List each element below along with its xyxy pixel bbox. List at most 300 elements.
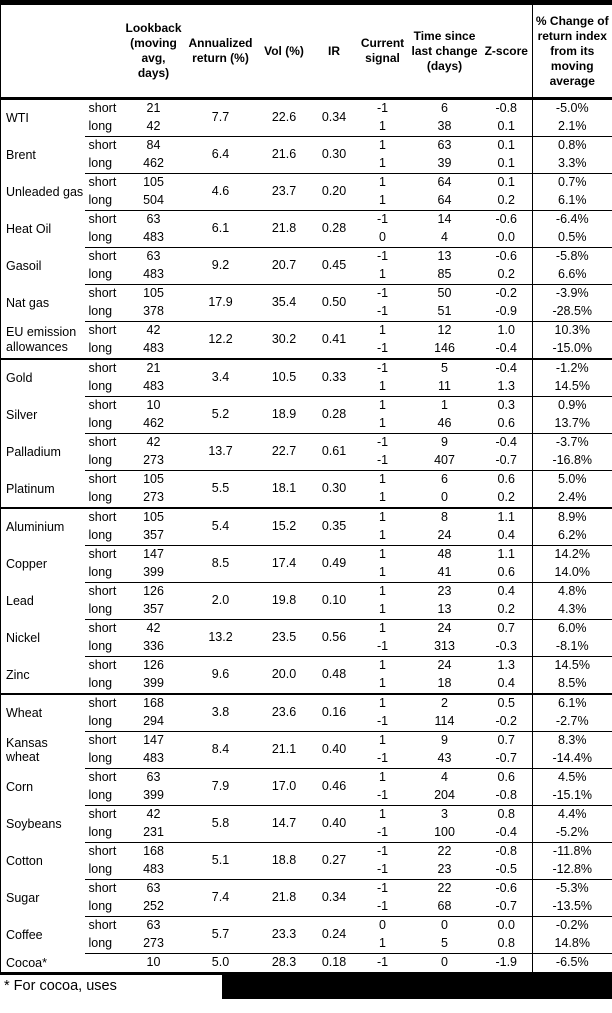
vol-value: 17.0 (257, 769, 312, 806)
ir-value: 0.50 (312, 285, 357, 322)
time-since-change-value: 1 (409, 397, 481, 416)
lookback-value: 147 (123, 732, 185, 751)
lookback-value: 105 (123, 508, 185, 527)
header-annualized-return: Annualized return (%) (185, 3, 257, 99)
z-score-value: 1.0 (481, 322, 533, 341)
lookback-value: 504 (143, 193, 164, 208)
vol-value: 18.8 (257, 843, 312, 880)
z-score-value: 0.2 (497, 602, 515, 617)
current-signal-value: 1 (379, 379, 386, 394)
horizon-label: long (88, 788, 113, 803)
time-since-change-value: 43 (437, 751, 452, 766)
vol-value: 17.4 (257, 546, 312, 583)
z-score-value: 0.8 (481, 806, 533, 825)
current-signal-value: 1 (379, 565, 386, 580)
annualized-return-value: 8.4 (185, 732, 257, 769)
vol-value: 20.7 (257, 248, 312, 285)
ir-value: 0.27 (312, 843, 357, 880)
time-since-change-value: 24 (437, 528, 452, 543)
z-score-value: -0.6 (481, 880, 533, 899)
pct-change-value: 14.0% (533, 564, 612, 583)
time-since-change-value: 85 (437, 267, 452, 282)
current-signal-value: 0 (379, 230, 386, 245)
current-signal-value: -1 (376, 751, 389, 766)
current-signal-value: 1 (379, 676, 386, 691)
pct-change-value: -5.2% (533, 824, 612, 843)
table-row (1, 694, 612, 713)
horizon-label: long (88, 379, 113, 394)
time-since-change-value: 68 (437, 899, 452, 914)
lookback-value: 147 (123, 546, 185, 565)
pct-change-value: -5.3% (533, 880, 612, 899)
current-signal-value: -1 (376, 825, 389, 840)
lookback-value: 105 (123, 285, 185, 304)
footnote-redaction (222, 975, 612, 999)
table-row (1, 732, 612, 751)
lookback-value: 168 (123, 694, 185, 713)
pct-change-value: -14.4% (533, 750, 612, 769)
annualized-return-value: 5.7 (185, 917, 257, 954)
z-score-value: 0.4 (497, 528, 515, 543)
z-score-value: -0.2 (495, 714, 518, 729)
commodity-name: Aluminium (1, 508, 85, 546)
pct-change-value: 8.5% (533, 675, 612, 694)
table-row (1, 434, 612, 453)
pct-change-value: 5.0% (533, 471, 612, 490)
commodity-name: Copper (6, 556, 47, 571)
commodity-name: Corn (6, 779, 34, 794)
pct-change-value: -1.2% (533, 359, 612, 378)
horizon-label: long (88, 230, 113, 245)
ir-value: 0.28 (312, 211, 357, 248)
current-signal-value: 1 (357, 508, 409, 527)
commodity-name: Palladium (6, 444, 61, 459)
current-signal-value: -1 (376, 788, 389, 803)
pct-change-value: -2.7% (533, 713, 612, 732)
current-signal-value: -1 (357, 954, 409, 974)
z-score-value: -0.8 (495, 788, 518, 803)
lookback-value: 357 (143, 602, 164, 617)
horizon-label: short (85, 769, 123, 788)
z-score-value: 0.7 (481, 620, 533, 639)
table-row (1, 917, 612, 936)
current-signal-value: -1 (376, 304, 389, 319)
horizon-label: long (88, 899, 113, 914)
horizon-label: long (88, 936, 113, 951)
horizon-label: long (88, 416, 113, 431)
time-since-change-value: 6 (441, 101, 448, 116)
annualized-return-value: 5.8 (185, 806, 257, 843)
current-signal-value: 1 (357, 137, 409, 156)
time-since-change-value: 13 (409, 248, 481, 267)
table-row (1, 657, 612, 676)
header-pct-change: % Change of return index from its moving average (533, 3, 612, 99)
commodity-name: Lead (6, 593, 34, 608)
horizon-label: long (88, 156, 113, 171)
time-since-change-value: 51 (437, 304, 452, 319)
annualized-return-value: 13.2 (185, 620, 257, 657)
commodity-name: Kansas wheat (6, 735, 48, 764)
horizon-label: short (85, 434, 123, 453)
horizon-label: short (85, 359, 123, 378)
annualized-return-value: 4.6 (185, 174, 257, 211)
time-since-change-value: 64 (437, 193, 452, 208)
horizon-label: long (88, 267, 113, 282)
current-signal-value: 1 (357, 546, 409, 565)
time-since-change-value: 24 (409, 657, 481, 676)
annualized-return-value: 3.8 (185, 694, 257, 732)
vol-value: 30.2 (257, 322, 312, 360)
lookback-value: 10 (123, 954, 185, 974)
commodity-name: Soybeans (6, 816, 62, 831)
lookback-value: 378 (143, 304, 164, 319)
horizon-label: short (85, 322, 123, 341)
vol-value: 14.7 (257, 806, 312, 843)
header-vol: Vol (%) (257, 3, 312, 99)
horizon-label: short (85, 583, 123, 602)
z-score-value: 0.4 (497, 676, 515, 691)
horizon-label: long (88, 490, 113, 505)
time-since-change-value: 23 (437, 862, 452, 877)
current-signal-value: 1 (357, 397, 409, 416)
current-signal-value: 1 (379, 119, 386, 134)
time-since-change-value: 0 (409, 954, 481, 974)
time-since-change-value: 13 (437, 602, 452, 617)
table-row (1, 843, 612, 862)
lookback-value: 462 (143, 156, 164, 171)
commodity-name: WTI (6, 111, 29, 126)
z-score-value: 0.2 (497, 490, 515, 505)
time-since-change-value: 2 (409, 694, 481, 713)
z-score-value: -0.7 (495, 453, 518, 468)
time-since-change-value: 14 (409, 211, 481, 230)
z-score-value: -0.7 (495, 899, 518, 914)
pct-change-value: 6.1% (533, 694, 612, 713)
z-score-value: 0.4 (481, 583, 533, 602)
z-score-value: -0.3 (495, 639, 518, 654)
ir-value: 0.34 (312, 880, 357, 917)
vol-value: 23.6 (257, 694, 312, 732)
current-signal-value: 1 (379, 602, 386, 617)
horizon-label: short (85, 211, 123, 230)
horizon-label: short (85, 546, 123, 565)
ir-value: 0.45 (312, 248, 357, 285)
current-signal-value: -1 (357, 434, 409, 453)
time-since-change-value: 38 (437, 119, 452, 134)
z-score-value: 0.0 (481, 917, 533, 936)
current-signal-value: 1 (379, 267, 386, 282)
vol-value: 22.6 (271, 110, 297, 125)
z-score-value: 0.1 (497, 156, 515, 171)
ir-value: 0.40 (312, 732, 357, 769)
time-since-change-value: 8 (409, 508, 481, 527)
z-score-value: 0.2 (497, 267, 515, 282)
commodity-name: Platinum (6, 481, 55, 496)
table-row (1, 806, 612, 825)
lookback-value: 252 (143, 899, 164, 914)
z-score-value: 0.2 (497, 193, 515, 208)
current-signal-value: 1 (357, 806, 409, 825)
time-since-change-value: 63 (409, 137, 481, 156)
time-since-change-value: 407 (434, 453, 455, 468)
time-since-change-value: 11 (438, 379, 451, 394)
annualized-return-value: 6.1 (185, 211, 257, 248)
horizon-label: short (85, 174, 123, 193)
pct-change-value: -13.5% (533, 898, 612, 917)
pct-change-value: 6.6% (533, 266, 612, 285)
commodity-name: Cotton (6, 853, 43, 868)
vol-value: 20.0 (257, 657, 312, 695)
table-row (1, 137, 612, 156)
z-score-value: 0.5 (481, 694, 533, 713)
pct-change-value: 2.1% (533, 118, 612, 137)
time-since-change-value: 3 (409, 806, 481, 825)
horizon-label: short (85, 880, 123, 899)
current-signal-value: 1 (379, 193, 386, 208)
time-since-change-value: 39 (437, 156, 452, 171)
table-row (1, 248, 612, 267)
ir-value: 0.56 (312, 620, 357, 657)
annualized-return-value: 2.0 (185, 583, 257, 620)
commodity-name: Brent (6, 147, 36, 162)
lookback-value: 294 (143, 714, 164, 729)
time-since-change-value: 48 (409, 546, 481, 565)
z-score-value: 1.1 (481, 546, 533, 565)
z-score-value: -1.9 (481, 954, 533, 974)
vol-value: 21.8 (257, 880, 312, 917)
time-since-change-value: 18 (437, 676, 452, 691)
pct-change-value: -5.8% (533, 248, 612, 267)
table-row (1, 954, 612, 974)
horizon-label: short (85, 285, 123, 304)
pct-change-value: -5.0% (533, 99, 612, 119)
lookback-value: 273 (143, 936, 164, 951)
lookback-value: 21 (146, 101, 161, 116)
z-score-value: -0.9 (495, 304, 518, 319)
table-row (1, 769, 612, 788)
header-ir: IR (312, 3, 357, 99)
horizon-label: short (85, 248, 123, 267)
table-row (1, 99, 612, 119)
pct-change-value: -6.4% (533, 211, 612, 230)
pct-change-value: 4.4% (533, 806, 612, 825)
vol-value: 21.8 (257, 211, 312, 248)
annualized-return-value: 17.9 (185, 285, 257, 322)
pct-change-value: 8.9% (533, 508, 612, 527)
lookback-value: 105 (123, 174, 185, 193)
time-since-change-value: 0 (441, 490, 448, 505)
current-signal-value: -1 (376, 101, 389, 116)
vol-value: 28.3 (257, 954, 312, 974)
time-since-change-value: 22 (409, 843, 481, 862)
annualized-return-value: 5.1 (185, 843, 257, 880)
table-row (1, 174, 612, 193)
commodity-name: Silver (6, 407, 38, 422)
current-signal-value: -1 (357, 843, 409, 862)
pct-change-value: 0.7% (533, 174, 612, 193)
pct-change-value: 6.0% (533, 620, 612, 639)
time-since-change-value: 5 (409, 359, 481, 378)
lookback-value: 483 (143, 379, 164, 394)
table-row (1, 397, 612, 416)
time-since-change-value: 313 (434, 639, 455, 654)
table-row (1, 880, 612, 899)
header-current-signal: Current signal (357, 3, 409, 99)
annualized-return-value: 5.5 (185, 471, 257, 509)
header-z-score: Z-score (481, 3, 533, 99)
commodity-name: Cocoa* (6, 955, 47, 970)
pct-change-value: -15.0% (533, 340, 612, 359)
time-since-change-value: 23 (409, 583, 481, 602)
lookback-value: 63 (123, 769, 185, 788)
pct-change-value: -11.8% (533, 843, 612, 862)
pct-change-value: -3.9% (533, 285, 612, 304)
annualized-return-value: 9.6 (185, 657, 257, 695)
annualized-return-value: 12.2 (185, 322, 257, 360)
ir-value: 0.16 (312, 694, 357, 732)
lookback-value: 42 (123, 620, 185, 639)
horizon-label: long (88, 193, 113, 208)
table-row (1, 322, 612, 341)
lookback-value: 357 (143, 528, 164, 543)
z-score-value: -0.4 (495, 341, 518, 356)
lookback-value: 105 (123, 471, 185, 490)
table-row (1, 471, 612, 490)
annualized-return-value: 7.9 (185, 769, 257, 806)
table-row (1, 583, 612, 602)
commodity-name: EU emission allowances (6, 325, 77, 354)
pct-change-value: 13.7% (533, 415, 612, 434)
current-signal-value: 1 (379, 528, 386, 543)
header-row (1, 3, 612, 99)
horizon-label: short (88, 101, 117, 116)
current-signal-value: 1 (357, 583, 409, 602)
ir-value: 0.46 (312, 769, 357, 806)
current-signal-value: -1 (376, 341, 389, 356)
lookback-value: 273 (143, 490, 164, 505)
pct-change-value: 0.8% (533, 137, 612, 156)
ir-value: 0.20 (312, 174, 357, 211)
time-since-change-value: 114 (434, 714, 455, 729)
annualized-return-value: 5.2 (185, 397, 257, 434)
time-since-change-value: 41 (437, 565, 452, 580)
z-score-value: 0.1 (481, 174, 533, 193)
vol-value: 21.6 (257, 137, 312, 174)
current-signal-value: 1 (357, 732, 409, 751)
pct-change-value: -12.8% (533, 861, 612, 880)
lookback-value: 42 (123, 434, 185, 453)
vol-value: 35.4 (257, 285, 312, 322)
horizon-label: short (85, 620, 123, 639)
pct-change-value: -0.2% (533, 917, 612, 936)
annualized-return-value: 5.0 (185, 954, 257, 974)
current-signal-value: 1 (379, 490, 386, 505)
lookback-value: 483 (143, 230, 164, 245)
horizon-label: long (88, 119, 113, 134)
horizon-label: long (88, 341, 113, 356)
lookback-value: 336 (143, 639, 164, 654)
pct-change-value: 3.3% (533, 155, 612, 174)
lookback-value: 168 (123, 843, 185, 862)
pct-change-value: 4.3% (533, 601, 612, 620)
time-since-change-value: 204 (434, 788, 455, 803)
current-signal-value: 1 (357, 620, 409, 639)
current-signal-value: 1 (379, 936, 386, 951)
ir-value: 0.10 (312, 583, 357, 620)
z-score-value: -0.2 (481, 285, 533, 304)
z-score-value: 0.1 (497, 119, 515, 134)
current-signal-value: -1 (357, 211, 409, 230)
current-signal-value: 1 (357, 322, 409, 341)
ir-value: 0.40 (312, 806, 357, 843)
time-since-change-value: 146 (434, 341, 455, 356)
z-score-value: -0.8 (481, 843, 533, 862)
lookback-value: 126 (123, 657, 185, 676)
annualized-return-value: 13.7 (185, 434, 257, 471)
z-score-value: 0.3 (481, 397, 533, 416)
pct-change-value: 6.1% (533, 192, 612, 211)
time-since-change-value: 9 (409, 732, 481, 751)
pct-change-value: 0.5% (533, 229, 612, 248)
ir-value: 0.18 (312, 954, 357, 974)
table-row (1, 546, 612, 565)
pct-change-value: 2.4% (533, 489, 612, 508)
current-signal-value: 1 (357, 471, 409, 490)
table-row (1, 508, 612, 527)
z-score-value: 0.7 (481, 732, 533, 751)
commodity-name: Gold (1, 359, 85, 397)
time-since-change-value: 12 (409, 322, 481, 341)
current-signal-value: -1 (357, 880, 409, 899)
horizon-label: long (88, 862, 113, 877)
lookback-value: 483 (143, 267, 164, 282)
z-score-value: -0.6 (481, 211, 533, 230)
commodity-name: Nickel (6, 630, 41, 645)
lookback-value: 42 (123, 322, 185, 341)
footnote (0, 975, 612, 999)
z-score-value: 0.1 (481, 137, 533, 156)
z-score-value: 0.0 (497, 230, 515, 245)
header-commodity (1, 3, 85, 99)
time-since-change-value: 24 (409, 620, 481, 639)
current-signal-value: 1 (357, 174, 409, 193)
time-since-change-value: 64 (409, 174, 481, 193)
vol-value: 22.7 (257, 434, 312, 471)
footnote-text: * For cocoa, uses (0, 975, 222, 999)
commodity-name: Zinc (6, 667, 30, 682)
current-signal-value: -1 (376, 453, 389, 468)
z-score-value: 0.8 (497, 936, 515, 951)
lookback-value: 483 (143, 862, 164, 877)
lookback-value: 42 (146, 119, 161, 134)
pct-change-value: 0.9% (533, 397, 612, 416)
vol-value: 10.5 (257, 359, 312, 397)
commodity-name: Unleaded gas (6, 184, 84, 199)
ir-value: 0.49 (312, 546, 357, 583)
lookback-value: 399 (143, 565, 164, 580)
lookback-value: 10 (123, 397, 185, 416)
pct-change-value: -16.8% (533, 452, 612, 471)
horizon-label: long (88, 453, 113, 468)
lookback-value: 231 (143, 825, 164, 840)
pct-change-value: 14.5% (533, 378, 612, 397)
horizon-label (85, 954, 123, 974)
header-time-since-last-change: Time since last change (days) (409, 3, 481, 99)
z-score-value: 1.3 (481, 657, 533, 676)
pct-change-value: -8.1% (533, 638, 612, 657)
vol-value: 15.2 (257, 508, 312, 546)
time-since-change-value: 22 (409, 880, 481, 899)
